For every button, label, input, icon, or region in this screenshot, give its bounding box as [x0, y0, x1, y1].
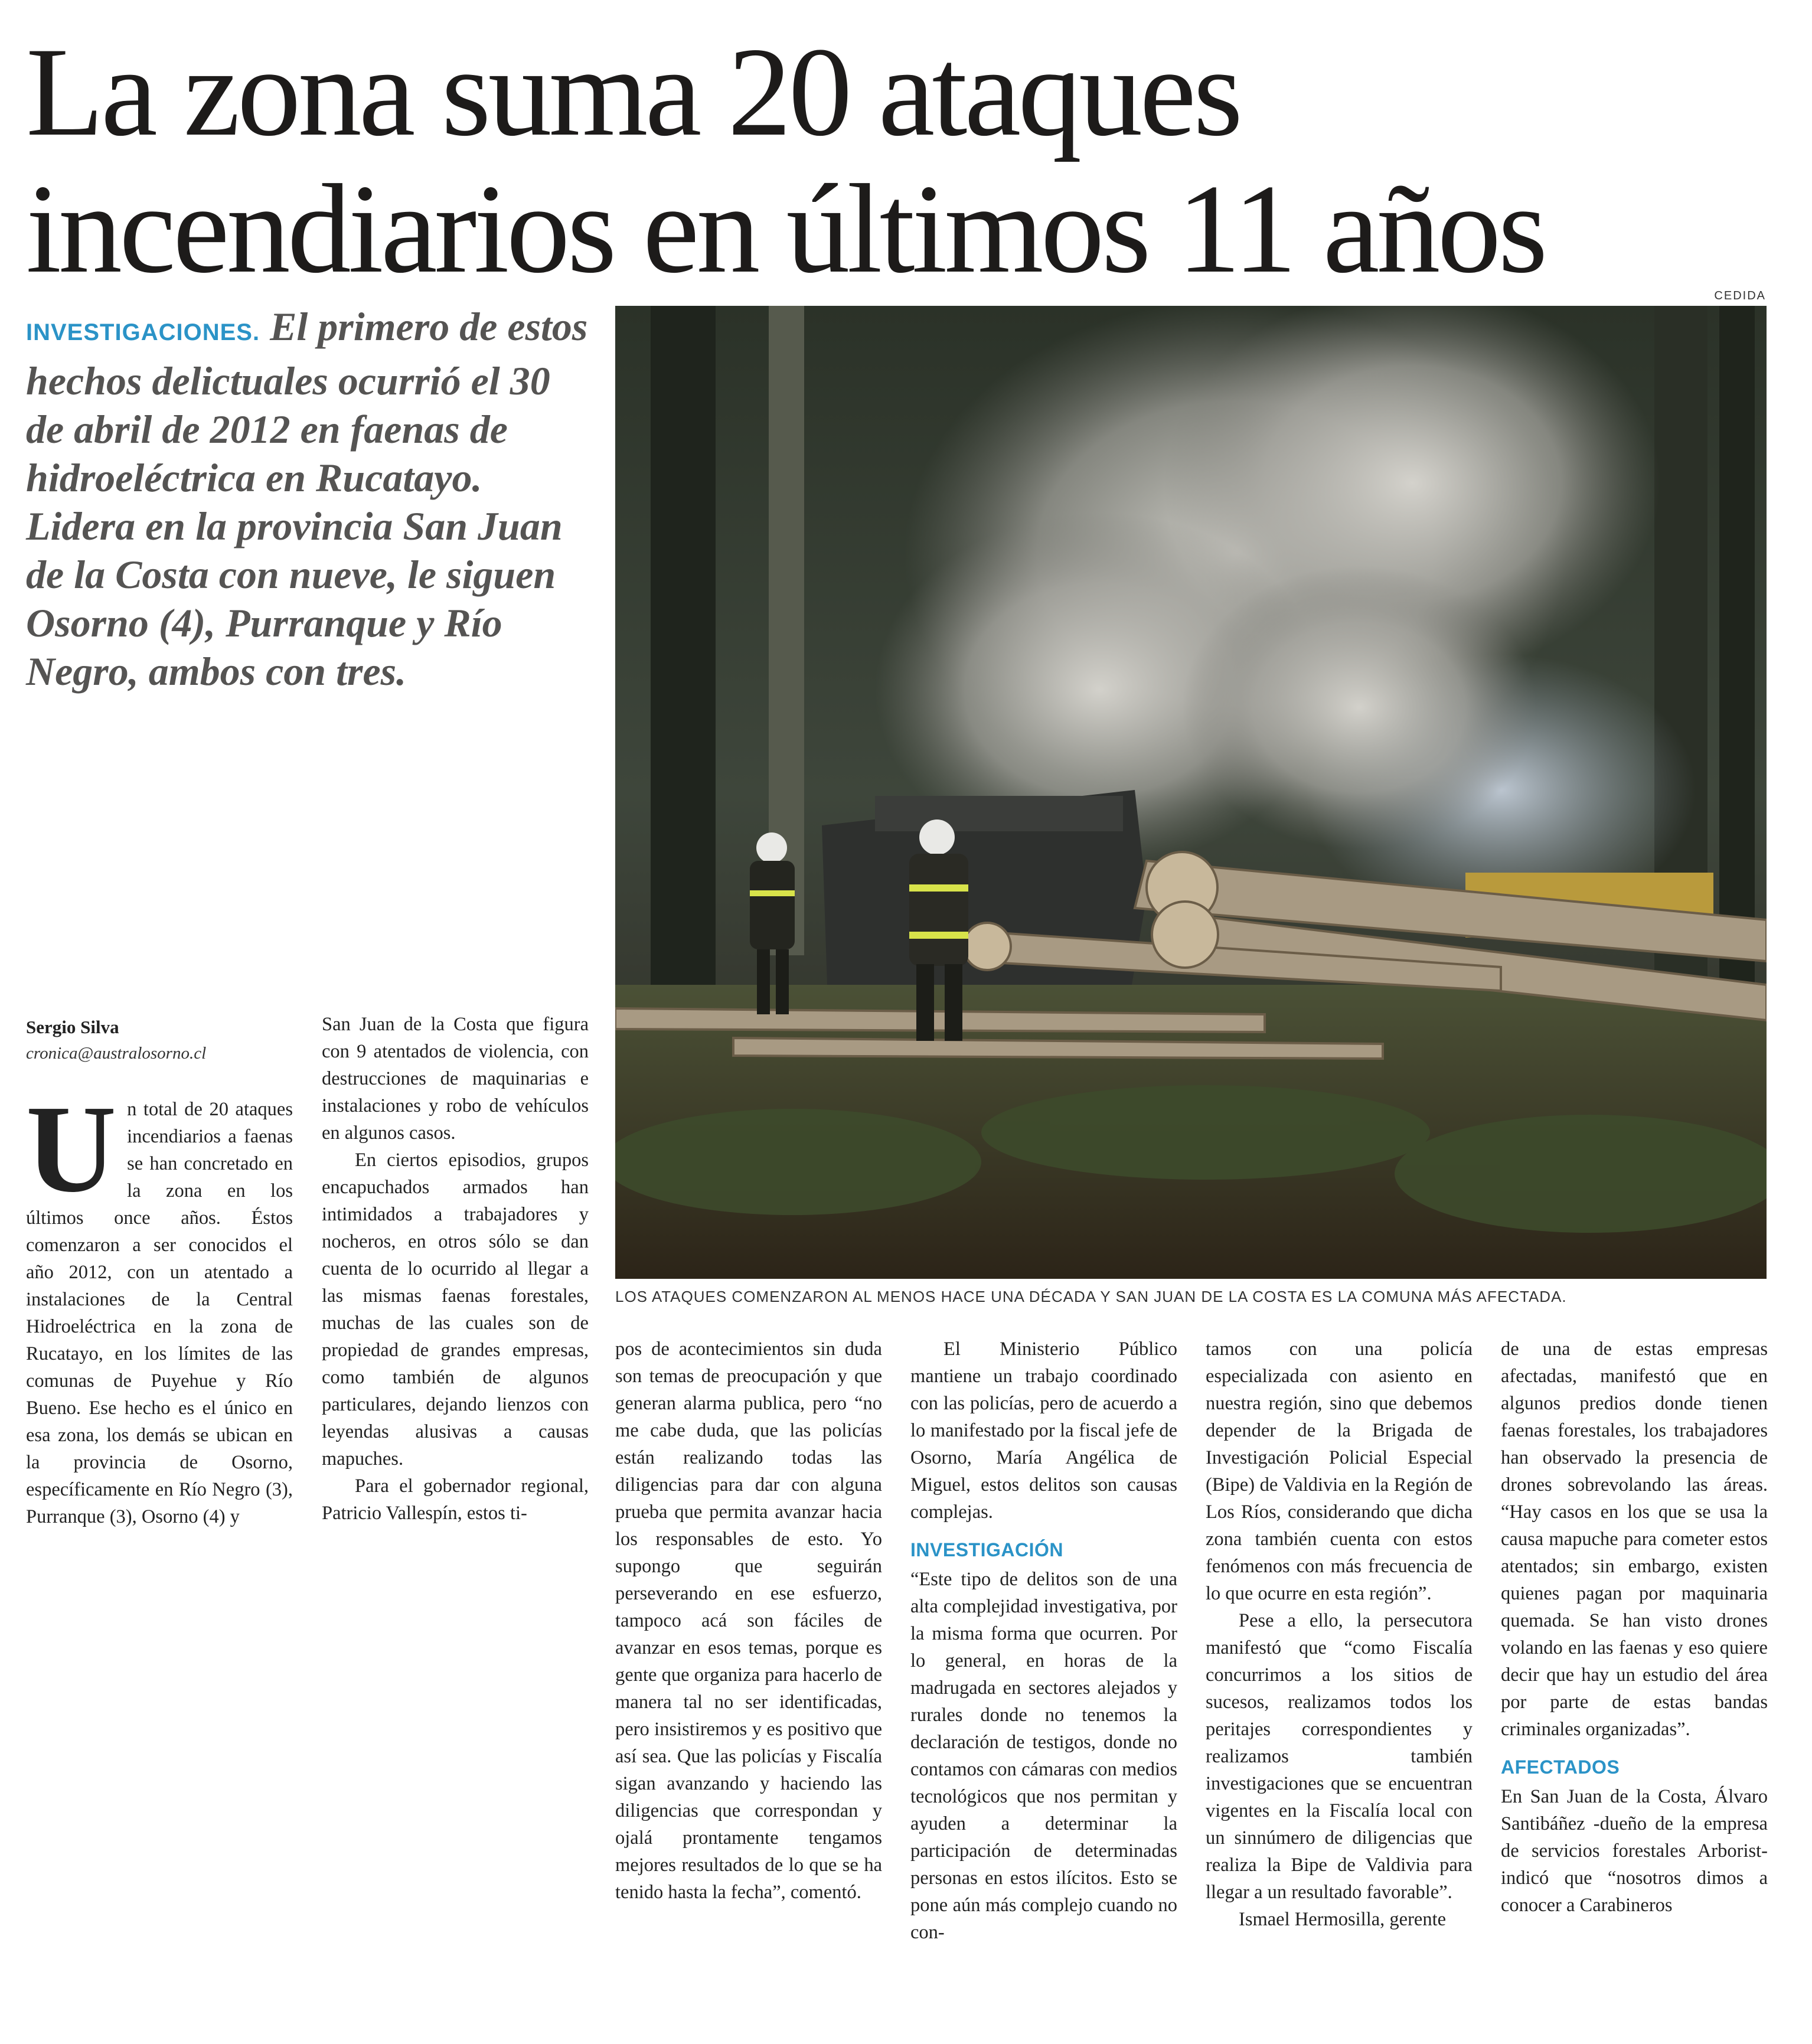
forest-fire-illustration — [615, 306, 1767, 1279]
body-paragraph: En ciertos episodios, grupos encapuchados armados han intimidados a trabajadores y nocheros, en otros sólo se dan cuenta de lo ocurrido al llegar a las mismas faenas forestales, muchas de las cuales son de propiedad de grandes empresas, como también de algunos particulares, dejando lienzos con leyendas alusivas a causas mapuches. — [322, 1150, 589, 1470]
drop-cap: U — [26, 1079, 117, 1218]
headline-line-2: incendiarios en últimos 11 años — [26, 158, 1545, 299]
body-paragraph: San Juan de la Costa que figura con 9 atentados de violencia, con destrucciones de maquinarias e instalaciones y robo de vehículos en algunos casos. — [322, 1014, 589, 1144]
body-paragraph: Para el gobernador regional, Patricio Vallespín, estos ti- — [322, 1475, 589, 1524]
photo-caption: LOS ATAQUES COMENZARON AL MENOS HACE UNA DÉCADA Y SAN JUAN DE LA COSTA ES LA COMUNA MÁS AFECTADA. — [615, 1288, 1567, 1305]
lead-paragraph — [26, 302, 593, 696]
author-email[interactable]: cronica@australosorno.cl — [26, 1044, 207, 1063]
author-name: Sergio Silva — [26, 1017, 119, 1037]
news-photo — [615, 306, 1767, 1279]
photo-credit: CEDIDA — [1714, 289, 1766, 302]
body-paragraph: de una de estas empresas afectadas, manifestó que en algunos predios donde tienen faenas forestales, los trabajadores han observado la presencia de drones sobrevolando las áreas. “Hay casos en los que se usa la causa mapuche para cometer estos atentados; sin embargo, existen quienes pagan por maquinaria quemada. Se han visto drones volando en las faenas y eso quiere decir que hay un estudio del área por parte de estas bandas criminales organizadas”. — [1501, 1338, 1768, 1740]
subheading-investigacion: INVESTIGACIÓN — [910, 1539, 1063, 1560]
byline — [26, 1017, 303, 1063]
body-paragraph: En San Juan de la Costa, Álvaro Santibáñez -dueño de la empresa de servicios forestales Arborist- indicó que “nosotros dimos a conocer a Carabineros — [1501, 1786, 1768, 1916]
body-column-5 — [1206, 1336, 1473, 1933]
body-paragraph: “Este tipo de delitos son de una alta complejidad investigativa, por la misma forma que ocurren. Por lo general, en horas de la madrugada en sectores alejados y rurales donde no tenemos la declaración de testigos, donde no contamos con cámaras con medios tecnológicos que nos permitan y ayuden a determinar la participación de determinadas personas en estos ilícitos. Esto se pone aún más complejo cuando no con- — [910, 1569, 1177, 1943]
body-column-2 — [322, 1011, 589, 1527]
headline-line-1: La zona suma 20 ataques — [26, 21, 1240, 162]
body-paragraph: pos de acontecimientos sin duda son temas de preocupación y que generan alarma publica, pero “no me cabe duda, que las policías están realizando todas las diligencias para dar con alguna prueba que permita avanzar hacia los responsables de esto. Yo supongo que seguirán perseverando en ese esfuerzo, tampoco acá son fáciles de avanzar en esos temas, porque es gente que organiza para hacerlo de manera tal no ser identificadas, pero insistiremos y es positivo que así sea. Que las policías y Fiscalía sigan avanzando y haciendo las diligencias que correspondan y ojalá prontamente tengamos mejores resultados de lo que se ha tenido hasta la fecha”, comentó. — [615, 1338, 882, 1903]
body-column-4 — [910, 1336, 1177, 1946]
body-paragraph: n total de 20 ataques incendiarios a faenas se han concretado en la zona en los últimos once años. Éstos comenzaron a ser conocidos el año 2012, con un atentado a instalaciones de la Central Hidroeléctrica en la zona de Rucatayo, en los límites de las comunas de Puyehue y Río Bueno. Ese hecho es el único en esa zona, los demás se ubican en la provincia de Osorno, específicamente en Río Negro (3), Purranque (3), Osorno (4) y — [26, 1099, 293, 1527]
body-paragraph: Ismael Hermosilla, gerente — [1239, 1909, 1447, 1930]
headline — [26, 21, 1774, 299]
body-paragraph: tamos con una policía especializada con asiento en nuestra región, sino que debemos depender de la Brigada de Investigación Policial Especial (Bipe) de Valdivia en la Región de Los Ríos, considerando que dicha zona también cuenta con estos fenómenos con más frecuencia de lo que ocurre en esta región”. — [1206, 1338, 1473, 1604]
subheading-afectados: AFECTADOS — [1501, 1756, 1620, 1778]
body-column-3 — [615, 1336, 882, 1906]
body-paragraph: Pese a ello, la persecutora manifestó que “como Fiscalía concurrimos a los sitios de sucesos, realizamos todos los peritajes correspondientes y realizamos también investigaciones que se encuentran vigentes en la Fiscalía local con un sinnúmero de diligencias que realiza la Bipe de Valdivia para llegar a un resultado favorable”. — [1206, 1610, 1473, 1903]
body-column-1 — [26, 1079, 293, 1530]
lead-text: El primero de estos hechos delictuales ocurrió el 30 de abril de 2012 en faenas de hidroeléctrica en Rucatayo. Lidera en la provincia San Juan de la Costa con nueve, le siguen Osorno (4), Purranque y Río Negro, ambos con tres. — [26, 304, 588, 694]
lead-kicker: INVESTIGACIONES. — [26, 319, 260, 345]
body-column-6 — [1501, 1336, 1768, 1919]
body-paragraph: El Ministerio Público mantiene un trabajo coordinado con las policías, pero de acuerdo a lo manifestado por la fiscal jefe de Osorno, María Angélica de Miguel, estos delitos son causas complejas. — [910, 1338, 1177, 1523]
